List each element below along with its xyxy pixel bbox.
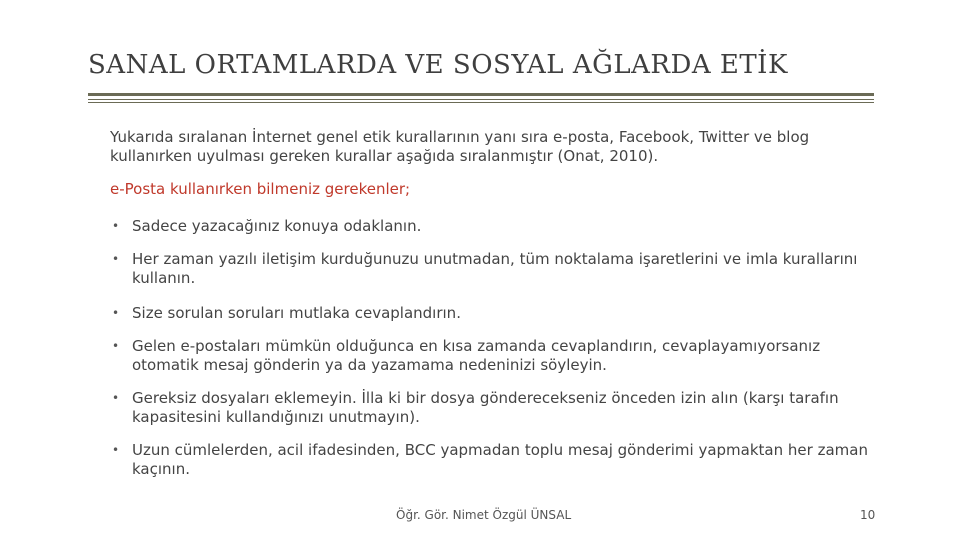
bullet-list bbox=[110, 217, 870, 479]
list-item-text: Sadece yazacağınız konuya odaklanın. bbox=[132, 217, 422, 235]
page-number: 10 bbox=[860, 508, 876, 522]
intro-paragraph: Yukarıda sıralanan İnternet genel etik kurallarının yanı sıra e-posta, Facebook, Twitter ve blog kullanırken uyulması gereken kurallar aşağıda sıralanmıştır (Onat, 2010). bbox=[110, 128, 810, 165]
slide-title: SANAL ORTAMLARDA VE SOSYAL AĞLARDA ETİK bbox=[88, 50, 788, 80]
list-item-text: Uzun cümlelerden, acil ifadesinden, BCC yapmadan toplu mesaj gönderimi yapmaktan her zaman kaçının. bbox=[132, 441, 868, 478]
section-subheading: e-Posta kullanırken bilmeniz gerekenler; bbox=[110, 180, 411, 198]
list-item-text: Her zaman yazılı iletişim kurduğunuzu unutmadan, tüm noktalama işaretlerini ve imla kurallarını kullanın. bbox=[132, 250, 858, 287]
bullet-dot-icon: • bbox=[112, 443, 120, 457]
list-item-text: Gereksiz dosyaları eklemeyin. İlla ki bir dosya gönderecekseniz önceden izin alın (karşı tarafın kapasitesini kullandığınızı unutmayın). bbox=[132, 389, 839, 426]
title-divider-thin bbox=[88, 99, 874, 100]
title-divider-thin-2 bbox=[88, 102, 874, 103]
bullet-dot-icon: • bbox=[112, 219, 120, 233]
footer-author: Öğr. Gör. Nimet Özgül ÜNSAL bbox=[396, 508, 572, 522]
list-item-text: Gelen e-postaları mümkün olduğunca en kısa zamanda cevaplandırın, cevaplayamıyorsanız otomatik mesaj gönderin ya da yazamama nedeninizi söyleyin. bbox=[132, 337, 821, 374]
title-divider bbox=[88, 93, 874, 96]
list-item bbox=[110, 337, 870, 375]
bullet-dot-icon: • bbox=[112, 252, 120, 266]
bullet-dot-icon: • bbox=[112, 391, 120, 405]
list-item bbox=[110, 389, 870, 427]
list-item bbox=[110, 250, 870, 288]
list-item bbox=[110, 304, 870, 323]
list-item-text: Size sorulan soruları mutlaka cevaplandırın. bbox=[132, 304, 461, 322]
list-item bbox=[110, 441, 870, 479]
list-item bbox=[110, 217, 870, 236]
bullet-dot-icon: • bbox=[112, 306, 120, 320]
bullet-dot-icon: • bbox=[112, 339, 120, 353]
